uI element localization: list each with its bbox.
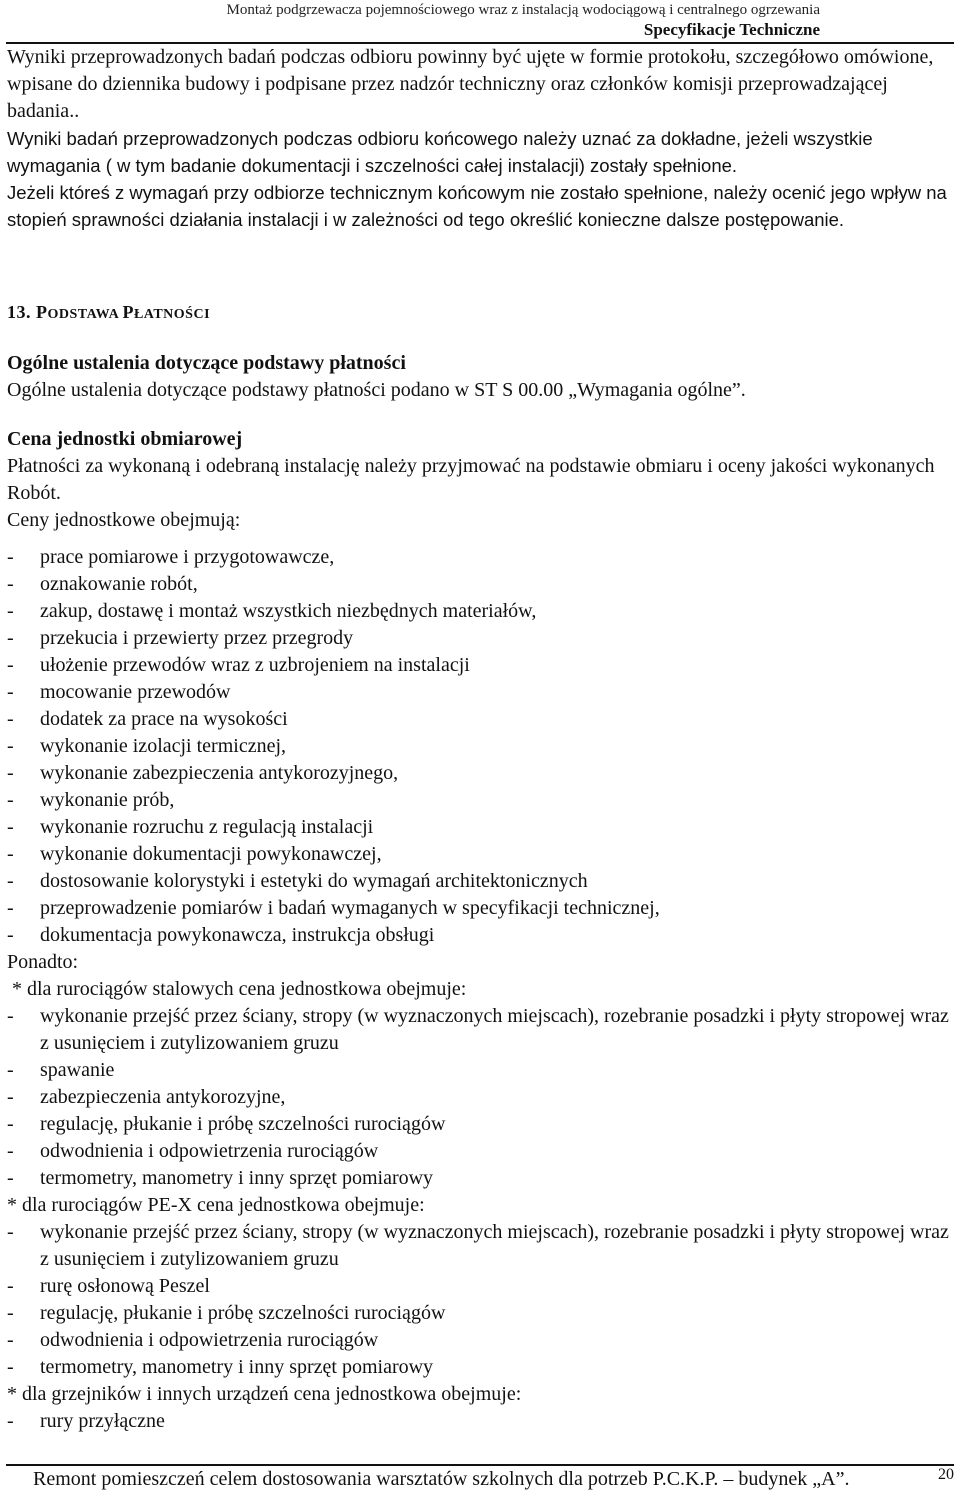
section-title-part: ŁATNOŚCI	[133, 307, 211, 322]
list-item: - wykonanie przejść przez ściany, stropy (w wyznaczonych miejscach), rozebranie posadzki i płyty stropowej wraz z usunięciem i zutylizowaniem gruzu	[7, 1003, 952, 1057]
section-heading	[7, 299, 952, 328]
pex-list	[7, 1219, 952, 1381]
unit-price-list	[7, 544, 952, 949]
unit-price-includes: Ceny jednostkowe obejmują:	[7, 509, 241, 531]
list-item: - dostosowanie kolorystyki i estetyki do wymagań architektonicznych	[7, 868, 952, 895]
general-text: Ogólne ustalenia dotyczące podstawy płatności podano w ST S 00.00 „Wymagania ogólne”.	[7, 379, 746, 401]
radiators-heading: * dla grzejników i innych urządzeń cena jednostkowa obejmuje:	[7, 1383, 522, 1405]
list-item: - dodatek za prace na wysokości	[7, 706, 952, 733]
footer-divider	[6, 1464, 954, 1466]
intro-paragraph-3: Jeżeli któreś z wymagań przy odbiorze technicznym końcowym nie zostało spełnione, należy ocenić jego wpływ na stopień sprawności działania instalacji i w zależności od tego określić konieczne dalsze postępowanie.	[7, 182, 947, 230]
list-item: - rury przyłączne	[7, 1408, 952, 1435]
steel-heading: * dla rurociągów stalowych cena jednostkowa obejmuje:	[7, 978, 467, 1000]
list-item: - wykonanie przejść przez ściany, stropy (w wyznaczonych miejscach), rozebranie posadzki i płyty stropowej wraz z usunięciem i zutylizowaniem gruzu	[7, 1219, 952, 1273]
list-item: - wykonanie rozruchu z regulacją instalacji	[7, 814, 952, 841]
list-item: - zakup, dostawę i montaż wszystkich niezbędnych materiałów,	[7, 598, 952, 625]
list-item: - wykonanie prób,	[7, 787, 952, 814]
list-item: - wykonanie dokumentacji powykonawczej,	[7, 841, 952, 868]
section-number: 13. P	[7, 302, 48, 322]
general-heading: Ogólne ustalenia dotyczące podstawy płatności	[7, 352, 406, 374]
list-item: - wykonanie izolacji termicznej,	[7, 733, 952, 760]
list-item: - przekucia i przewierty przez przegrody	[7, 625, 952, 652]
radiators-list	[7, 1408, 952, 1435]
list-item: - termometry, manometry i inny sprzęt pomiarowy	[7, 1354, 952, 1381]
list-item: - regulację, płukanie i próbę szczelności rurociągów	[7, 1300, 952, 1327]
header-project-title: Montaż podgrzewacza pojemnościowego wraz z instalacją wodociągową i centralnego ogrzewania	[226, 2, 820, 18]
section-title-part: ODSTAWA	[47, 307, 123, 322]
steel-list	[7, 1003, 952, 1192]
page-number: 20	[938, 1466, 954, 1483]
list-item: - dokumentacja powykonawcza, instrukcja obsługi	[7, 922, 952, 949]
list-item: - termometry, manometry i inny sprzęt pomiarowy	[7, 1165, 952, 1192]
list-item: - zabezpieczenia antykorozyjne,	[7, 1084, 952, 1111]
list-item: - wykonanie zabezpieczenia antykorozyjnego,	[7, 760, 952, 787]
header-doc-type: Specyfikacje Techniczne	[643, 20, 820, 39]
list-item: - spawanie	[7, 1057, 952, 1084]
unit-price-text: Płatności za wykonaną i odebraną instalację należy przyjmować na podstawie obmiaru i oceny jakości wykonanych Robót.	[7, 455, 935, 504]
list-item: - mocowanie przewodów	[7, 679, 952, 706]
list-item: - rurę osłonową Peszel	[7, 1273, 952, 1300]
moreover-label: Ponadto:	[7, 951, 79, 973]
intro-paragraph-1: Wyniki przeprowadzonych badań podczas odbioru powinny być ujęte w formie protokołu, szczegółowo omówione, wpisane do dziennika budowy i podpisane przez nadzór techniczny oraz członków komisji przeprowadzającej badania..	[7, 46, 934, 122]
list-item: - odwodnienia i odpowietrzenia rurociągów	[7, 1138, 952, 1165]
list-item: - regulację, płukanie i próbę szczelności rurociągów	[7, 1111, 952, 1138]
list-item: - prace pomiarowe i przygotowawcze,	[7, 544, 952, 571]
intro-paragraph-2: Wyniki badań przeprowadzonych podczas odbioru końcowego należy uznać za dokładne, jeżeli wszystkie wymagania ( w tym badanie dokumentacji i szczelności całej instalacji) zostały spełnione.	[7, 128, 873, 176]
list-item: - przeprowadzenie pomiarów i badań wymaganych w specyfikacji technicznej,	[7, 895, 952, 922]
pex-heading: * dla rurociągów PE-X cena jednostkowa obejmuje:	[7, 1194, 425, 1216]
list-item: - ułożenie przewodów wraz z uzbrojeniem na instalacji	[7, 652, 952, 679]
list-item: - odwodnienia i odpowietrzenia rurociągów	[7, 1327, 952, 1354]
unit-price-heading: Cena jednostki obmiarowej	[7, 428, 243, 450]
page-header	[0, 0, 960, 40]
section-title-part: P	[122, 302, 134, 322]
page-body	[7, 44, 952, 1435]
list-item: - oznakowanie robót,	[7, 571, 952, 598]
footer-text: Remont pomieszczeń celem dostosowania warsztatów szkolnych dla potrzeb P.C.K.P. – budynek „A”.	[33, 1468, 850, 1490]
